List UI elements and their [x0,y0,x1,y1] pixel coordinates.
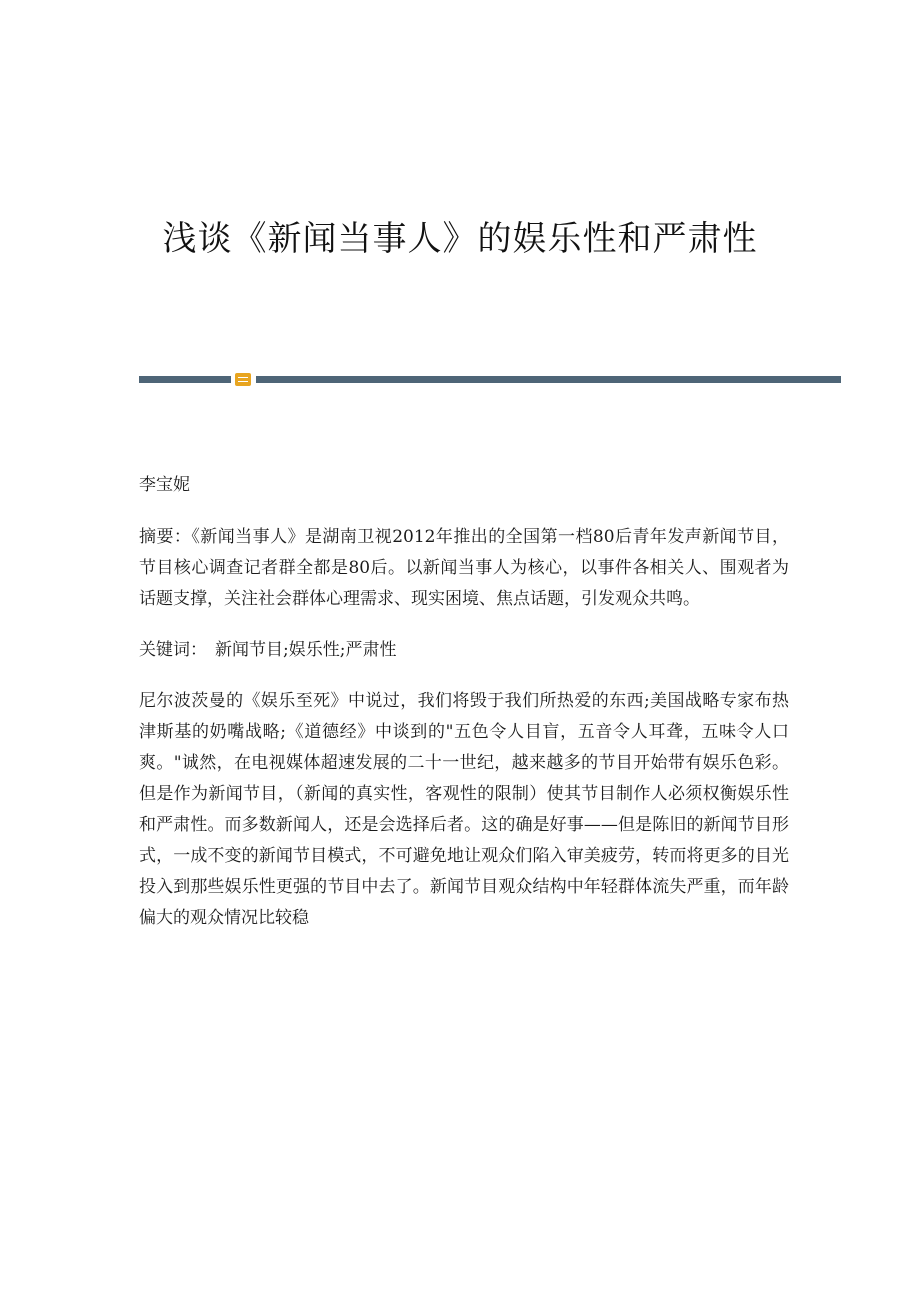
body-paragraph: 尼尔波茨曼的《娱乐至死》中说过，我们将毁于我们所热爱的东西;美国战略专家布热津斯基的奶嘴战略;《道德经》中谈到的"五色令人目盲，五音令人耳聋，五味令人口爽。"诚然，在电视媒体超速发展的二十一世纪，越来越多的节目开始带有娱乐色彩。但是作为新闻节目，（新闻的真实性，客观性的限制）使其节目制作人必须权衡娱乐性和严肃性。而多数新闻人，还是会选择后者。这的确是好事——但是陈旧的新闻节目形式，一成不变的新闻节目模式，不可避免地让观众们陷入审美疲劳，转而将更多的目光投入到那些娱乐性更强的节目中去了。新闻节目观众结构中年轻群体流失严重，而年龄偏大的观众情况比较稳 [139,691,789,928]
article-content [139,470,789,954]
divider-ornament-icon [235,373,251,386]
abstract-label: 摘要： [139,527,192,547]
page-title: 浅谈《新闻当事人》的娱乐性和严肃性 [162,219,758,259]
abstract-text: 《新闻当事人》是湖南卫视2012年推出的全国第一档80后青年发声新闻节目，节目核心调查记者群全都是80后。以新闻当事人为核心，以事件各相关人、围观者为话题支撑，关注社会群体心理需求、现实困境、焦点话题，引发观众共鸣。 [139,527,789,609]
author-name: 李宝妮 [139,475,190,495]
divider-bar-right [256,376,841,383]
keywords-text: 新闻节目;娱乐性;严肃性 [215,640,397,660]
keywords-paragraph [139,635,789,666]
abstract-paragraph [139,522,789,615]
title-divider [139,372,841,386]
keywords-label: 关键词： [139,640,207,660]
divider-bar-left [139,376,231,383]
